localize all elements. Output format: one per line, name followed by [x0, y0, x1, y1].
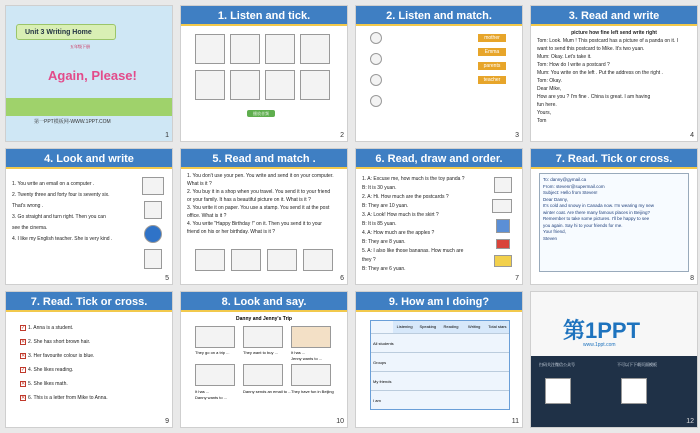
picture-box-7: [265, 70, 295, 100]
col-header: Listening: [396, 324, 413, 329]
slide-body: [537, 30, 691, 129]
text-line: 2. A: Hi. How much are the postcards ?: [362, 194, 449, 200]
slide-number: 1: [165, 132, 169, 139]
computer-icon: [142, 177, 164, 195]
text-line: B: They are 6 yuan.: [362, 266, 406, 272]
word-bank: picture how fine left send write right: [571, 30, 657, 36]
slide-number: 3: [515, 132, 519, 139]
slide-subtitle: Again, Please!: [48, 68, 137, 83]
statement-row: [20, 364, 166, 377]
cross-mark: ✕: [21, 338, 26, 345]
slide-title: 1. Listen and tick.: [181, 6, 347, 26]
text-line: 5. A: I also like those bananas. How much are: [362, 248, 464, 254]
label-emma: Emma: [478, 48, 506, 56]
grade-note: 五年级下册: [70, 44, 90, 49]
label-mother: mother: [478, 34, 506, 42]
slide-thumbnail-5[interactable]: [5, 148, 173, 285]
text-line: B: It is 30 yuan.: [362, 185, 397, 191]
text-line: friend on his or her birthday. What is it ?: [187, 229, 276, 235]
slide-number: 2: [340, 132, 344, 139]
story-panel-6: [291, 364, 331, 386]
text-line: or your family. It has a beautiful picture on it. What is it ?: [187, 197, 311, 203]
picture-box-3: [265, 34, 295, 64]
title-banner: Unit 3 Writing Home: [16, 24, 116, 40]
person-icon: [370, 53, 382, 65]
cross-mark: ✕: [21, 394, 26, 401]
statement-row: [20, 336, 166, 349]
text-line: That's wrong .: [12, 203, 44, 209]
self-assessment-table: [370, 320, 510, 410]
email-line: winter coat. Are there many famous places in Beijing?: [543, 209, 651, 215]
slide-title: 3. Read and write: [531, 6, 697, 26]
slide-thumbnail-6[interactable]: [180, 148, 348, 285]
slide-body: [12, 179, 136, 272]
slide-title: 9. How am I doing?: [356, 292, 522, 312]
slide-body: [187, 173, 341, 254]
slide-title: 6. Read, draw and order.: [356, 149, 522, 169]
slide-number: 5: [165, 275, 169, 282]
story-panel-1: [195, 326, 235, 348]
story-line: They want to buy ...: [243, 350, 278, 355]
text-line: Tom: Okay.: [537, 78, 562, 84]
row-header: All students: [373, 341, 394, 346]
story-panel-4: [195, 364, 235, 386]
slide-number: 9: [165, 418, 169, 425]
slide-number: 12: [686, 418, 694, 425]
picture-box-2: [230, 34, 260, 64]
text-line: 3. You write it on paper. You use a stamp. You send it at the post: [187, 205, 330, 211]
table-row: [371, 371, 509, 390]
text-line: B: They are 10 yuan.: [362, 203, 409, 209]
slide-number: 6: [340, 275, 344, 282]
email-closing: Your friend,: [543, 229, 566, 234]
row-header: I am: [373, 398, 381, 403]
statement-row: [20, 392, 166, 405]
slide-number: 8: [690, 275, 694, 282]
text-line: 4. A: How much are the apples ?: [362, 230, 435, 236]
bananas-icon: [494, 255, 512, 267]
qr-code-icon: [621, 378, 647, 404]
statement-row: [20, 378, 166, 391]
statement-row: [20, 322, 166, 335]
table-header: [393, 321, 509, 333]
text-line: Tom: How do I write a postcard ?: [537, 62, 610, 68]
slide-thumbnail-9[interactable]: [5, 291, 173, 428]
story-line: They have fun in Beijing: [291, 389, 334, 394]
text-line: 3. Go straight and turn right. Then you can: [12, 214, 106, 220]
picture-box-4: [300, 34, 330, 64]
story-line: It has ...: [291, 350, 306, 355]
table-row: [371, 333, 509, 352]
table-row: [371, 352, 509, 371]
picture-box-8: [300, 70, 330, 100]
person-icon: [370, 95, 382, 107]
slide-body: [20, 322, 166, 415]
label-teacher: teacher: [478, 76, 506, 84]
text-line: 4. You write "Happy Birthday !" on it. Then you send it to your: [187, 221, 322, 227]
email-line: It's cold and snowy in Canada now. I'm wearing my new: [543, 203, 655, 208]
story-caption: Danny and Jenny's Trip: [236, 316, 292, 322]
email-signature: Steven: [543, 235, 558, 241]
slide-number: 4: [690, 132, 694, 139]
turn-right-sign-icon: [144, 225, 162, 243]
logo-1ppt: 第1PPT: [563, 318, 641, 343]
email-line: you again. Say hi to your friends for me.: [543, 222, 623, 228]
row-header: My friends: [373, 379, 392, 384]
slide-title: 8. Look and say.: [181, 292, 347, 312]
slide-thumbnail-2[interactable]: [180, 5, 348, 142]
story-line: Danny wants to ...: [195, 395, 228, 400]
tick-mark: ✓: [21, 366, 26, 373]
statement-text: 5. She likes math.: [28, 381, 68, 387]
story-line: Danny sends an email to ...: [243, 389, 292, 394]
slide-footer: 第一PPT模板网-WWW.1PPT.COM: [34, 119, 111, 125]
label-column: [478, 34, 506, 90]
slide-body: [362, 175, 486, 272]
people-column: [370, 32, 384, 122]
col-header: Total stars: [488, 324, 507, 329]
statement-text: 6. This is a letter from Mike to Anna.: [28, 395, 108, 401]
email-line: Remember to take some pictures. I'll be happy to see: [543, 216, 650, 221]
cross-mark: ✕: [21, 352, 26, 359]
cross-mark: ✕: [21, 380, 26, 387]
text-line: B: They are 8 yuan.: [362, 239, 406, 245]
slide-title: 2. Listen and match.: [356, 6, 522, 26]
slide-thumbnail-7[interactable]: [355, 148, 523, 285]
text-line: 1. You don't use your pen. You write and send it on your computer.: [187, 173, 334, 179]
story-line: They go on a trip ...: [195, 350, 230, 355]
text-line: Yours,: [537, 110, 551, 116]
math-card-icon: [144, 201, 162, 219]
slide-thumbnail-8[interactable]: [530, 148, 698, 285]
row-header: Groups: [373, 360, 387, 365]
dark-footer: [531, 356, 697, 427]
email-greeting: Dear Danny,: [543, 196, 568, 202]
story-panel-5: [243, 364, 283, 386]
text-line: Mum: You write on the left . Put the address on the right .: [537, 70, 663, 76]
text-line: 2. Twenty three and forty four is seventy six.: [12, 192, 110, 198]
text-line: fun here.: [537, 102, 557, 108]
person-icon: [370, 74, 382, 86]
statement-text: 3. Her favourite colour is blue.: [28, 353, 95, 359]
text-line: 4. I like my English teacher. She is very kind .: [12, 236, 113, 242]
story-panel-2: [243, 326, 283, 348]
postcard-icon: [492, 199, 512, 213]
statement-text: 4. She likes reading.: [28, 367, 74, 373]
text-line: 1. A: Excuse me, how much is the toy panda ?: [362, 176, 465, 182]
statement-text: 1. Anna is a student.: [28, 325, 74, 331]
picture-box-1: [195, 249, 225, 271]
table-row: [371, 390, 509, 409]
story-line: It has ...: [195, 389, 210, 394]
text-line: they ?: [362, 257, 376, 263]
tick-mark: ✓: [21, 324, 26, 331]
slide-thumbnail-4[interactable]: [530, 5, 698, 142]
text-line: 1. You write an email on a computer .: [12, 181, 95, 187]
slide-title: 4. Look and write: [6, 149, 172, 169]
col-header: Writing: [468, 324, 481, 329]
email-box: [539, 173, 689, 272]
slide-number: 7: [515, 275, 519, 282]
person-icon: [370, 32, 382, 44]
statement-row: [20, 350, 166, 363]
slide-thumbnail-11[interactable]: [355, 291, 523, 428]
statement-text: 2. She has short brown hair.: [28, 339, 91, 345]
footer-text-download: 不可以下下载页面模板: [617, 362, 657, 367]
slide-number: 10: [336, 418, 344, 425]
slide-thumbnail-10[interactable]: [180, 291, 348, 428]
text-line: B: It is 85 yuan.: [362, 221, 397, 227]
picture-box-6: [230, 70, 260, 100]
footer-text-wechat: 扫码关注微信公众号: [539, 362, 575, 367]
qr-code-icon: [545, 378, 571, 404]
text-line: What is it ?: [187, 181, 212, 187]
play-audio-button[interactable]: 播放音频: [247, 110, 275, 117]
slide-number: 11: [511, 418, 519, 425]
slide-thumbnail-3[interactable]: [355, 5, 523, 142]
text-line: Tom: [537, 118, 547, 124]
email-subject: Subject: Hello from Steven!: [543, 190, 598, 195]
text-line: Mum: Okay. Let's take it.: [537, 54, 592, 60]
apples-icon: [496, 239, 510, 249]
slide-thumbnail-12[interactable]: [530, 291, 698, 428]
col-header: Speaking: [419, 324, 437, 329]
text-line: Tom: Look. Mum ! This postcard has a picture of a panda on it. I: [537, 38, 679, 44]
logo-url: www.1ppt.com: [583, 342, 616, 348]
story-line: Jenny wants to ...: [291, 356, 323, 361]
picture-box-5: [195, 70, 225, 100]
slide-thumbnail-1[interactable]: [5, 5, 173, 142]
picture-box-3: [267, 249, 297, 271]
slide-title: 7. Read. Tick or cross.: [6, 292, 172, 312]
teacher-icon: [144, 249, 162, 269]
email-from: From: stevenr@supermail.com: [543, 183, 605, 189]
text-line: 2. You buy it in a shop when you travel. You send it to your friend: [187, 189, 331, 195]
story-panel-3: [291, 326, 331, 348]
skirt-icon: [496, 219, 510, 233]
text-line: see the cinema.: [12, 225, 48, 231]
tick-grid: [195, 34, 335, 102]
text-line: 3. A: Look! How much is the skirt ?: [362, 212, 439, 218]
text-line: How are you ? I'm fine . China is great. I am having: [537, 94, 651, 100]
label-parents: parents: [478, 62, 506, 70]
panda-icon: [494, 177, 512, 193]
col-header: Reading: [443, 324, 459, 329]
picture-box-4: [303, 249, 333, 271]
grass-strip: [6, 98, 172, 116]
slide-title: 7. Read. Tick or cross.: [531, 149, 697, 169]
picture-box-2: [231, 249, 261, 271]
text-line: office. What is it ?: [187, 213, 227, 219]
slide-title: 5. Read and match .: [181, 149, 347, 169]
email-to: To: danny@gymail.ca: [543, 177, 587, 182]
picture-box-1: [195, 34, 225, 64]
text-line: Dear Mike,: [537, 86, 562, 92]
text-line: want to send this postcard to Mike. It's two yuan.: [537, 46, 645, 52]
